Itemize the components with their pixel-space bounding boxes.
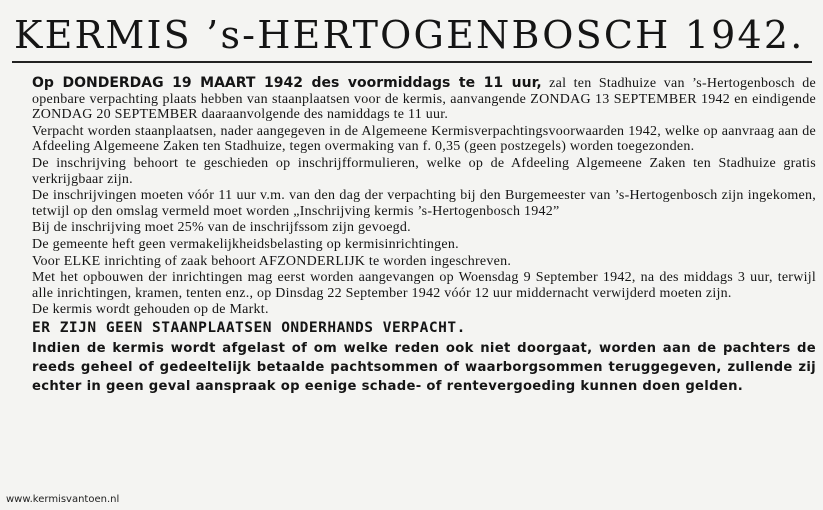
paragraph-setup: Met het opbouwen der inrichtingen mag eerst worden aangevangen op Woensdag 9 September 1942, na des middags 3 uur, terwijl alle inrichtingen, kramen, tenten enz., op Dinsdag 22 September 1942 vóór 12 uur middernacht verwijderd moeten zijn. <box>32 270 816 301</box>
title-divider <box>12 61 812 63</box>
auction-date-lead: Op DONDERDAG 19 MAART 1942 des voormiddags te 11 uur, <box>32 75 542 91</box>
paragraph-deadline: De inschrijvingen moeten vóór 11 uur v.m. van den dag der verpachting bij den Burgemeester van ’s-Hertogenbosch zijn ingekomen, tetwijl op den omslag vermeld moet worden „Inschrijving kermis ’s-Hertogenbosch 1942” <box>32 188 816 219</box>
paragraph-auction-date <box>32 76 816 123</box>
paragraph-deposit: Bij de inschrijving moet 25% van de inschrijfssom zijn gevoegd. <box>32 220 411 236</box>
paragraph-locations: Verpacht worden staanplaatsen, nader aangegeven in de Algemeene Kermisverpachtingsvoorwaarden 1942, welke op aanvraag aan de Afdeeling Algemeene Zaken ten Stadhuize, tegen overmaking van f. 0,35 (geen postzegels) worden toegezonden. <box>32 123 816 155</box>
announcement-body <box>32 76 816 396</box>
page-title: KERMIS ’s-HERTOGENBOSCH 1942. <box>14 13 805 57</box>
website-watermark: www.kermisvantoen.nl <box>6 494 120 505</box>
paragraph-tax: De gemeente heft geen vermakelijkheidsbelasting op kermisinrichtingen. <box>32 236 459 252</box>
paragraph-location: De kermis wordt gehouden op de Markt. <box>32 302 269 318</box>
paragraph-text: zal ten Stadhuize van ’s-Hertogenbosch de openbare verpachting plaats hebben van staanplaatsen voor de kermis, aanvangende ZONDAG 13 SEPTEMBER 1942 en eindigende ZONDAG 20 SEPTEMBER daaraanvolgende des namiddags te 11 uur. <box>32 76 816 123</box>
paragraph-registration: De inschrijving behoort te geschieden op inschrijfformulieren, welke op de Afdeeling Algemeene Zaken ten Stadhuize gratis verkrijgbaar zijn. <box>32 155 816 187</box>
closing-paragraph: Indien de kermis wordt afgelast of om welke reden ook niet doorgaat, worden aan de pachters de reeds geheel of gedeeltelijk betaalde pachtsommen of waarborgsommen teruggegeven, zullende zij echter in geen geval aanspraak op eenige schade- of rentevergoeding kunnen doen gelden. <box>32 340 816 394</box>
notice-heading: ER ZIJN GEEN STAANPLAATSEN ONDERHANDS VERPACHT. <box>32 319 466 336</box>
paragraph-separate-registration: Voor ELKE inrichting of zaak behoort AFZONDERLIJK te worden ingeschreven. <box>32 253 512 269</box>
